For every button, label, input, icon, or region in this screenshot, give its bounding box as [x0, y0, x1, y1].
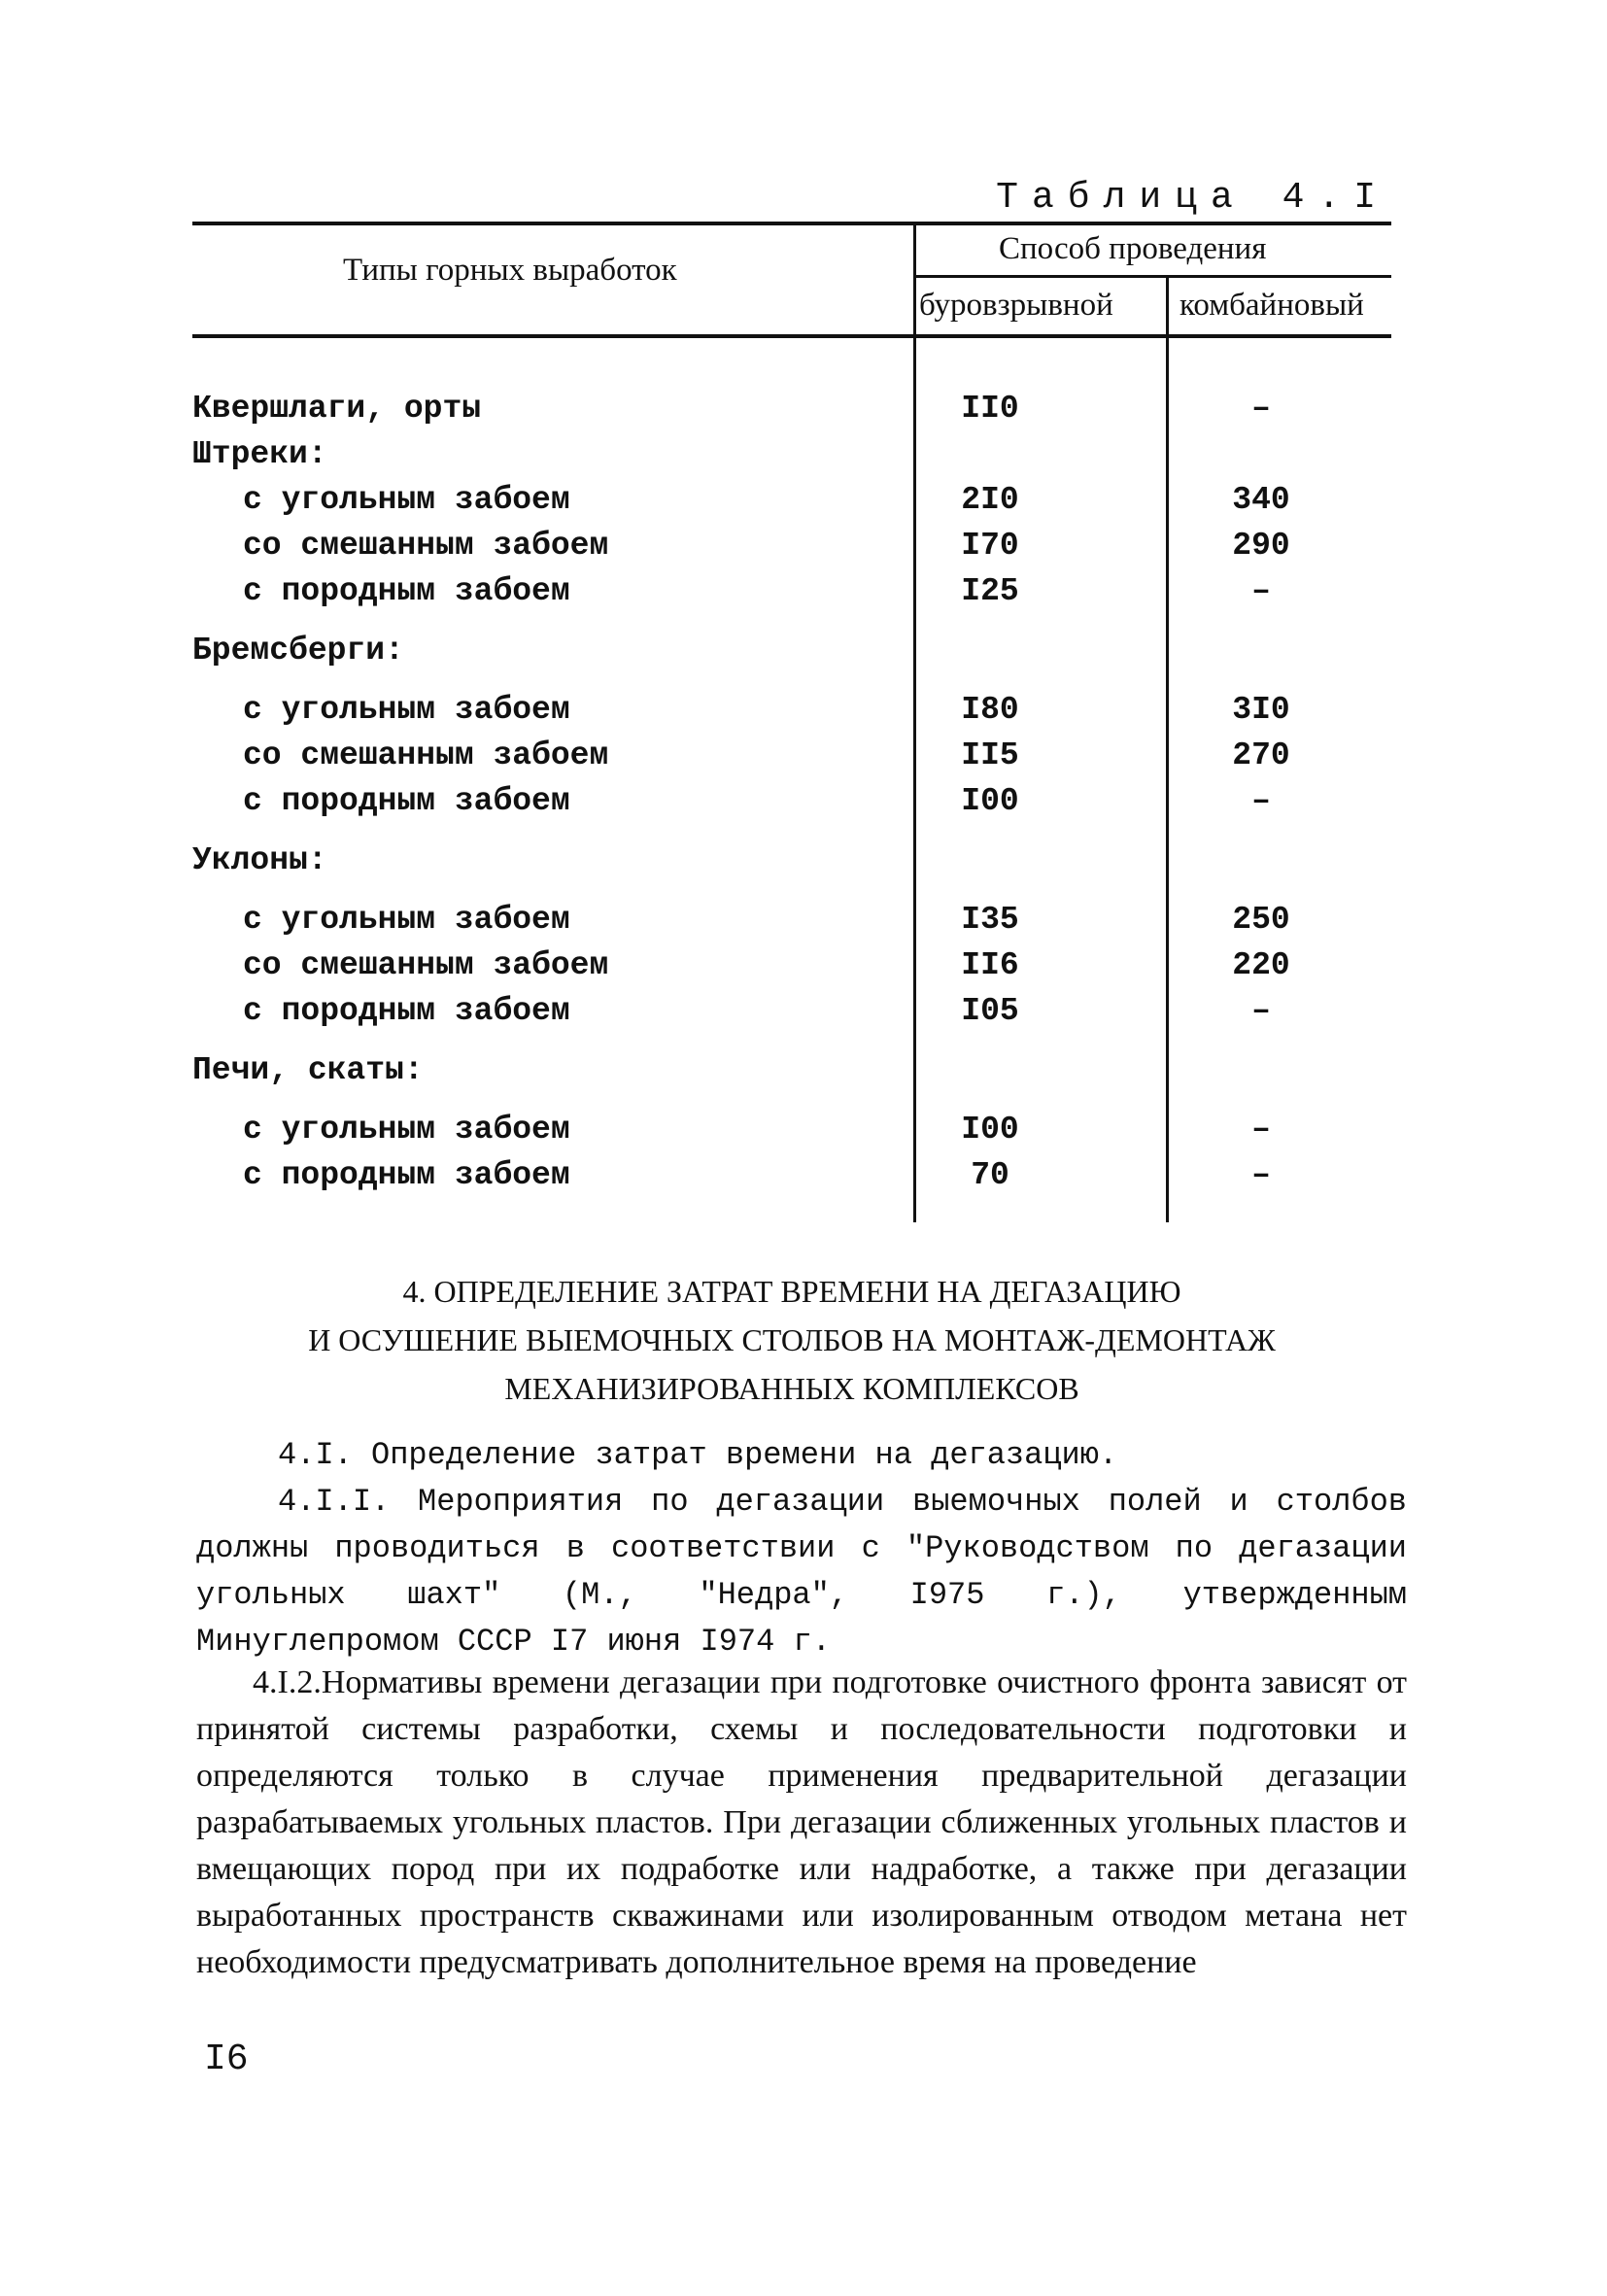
header-bottom-rule: [192, 334, 1391, 338]
norms-table: [192, 222, 1391, 1222]
row-drill: 70: [971, 1157, 1009, 1193]
row-name: с породным забоем: [243, 1157, 570, 1193]
row-combine: 270: [1232, 737, 1290, 773]
row-combine: –: [1251, 783, 1271, 819]
table-row: [192, 896, 1391, 942]
row-name: с угольным забоем: [243, 692, 570, 728]
row-drill: I25: [961, 573, 1019, 609]
row-name: с угольным забоем: [243, 902, 570, 938]
page-number: I6: [204, 2039, 249, 2080]
row-drill: I80: [961, 692, 1019, 728]
table-body: [192, 385, 1391, 1197]
paragraph-4-1: 4.I. Определение затрат времени на дегазацию.: [278, 1437, 1118, 1473]
row-name: Штреки:: [192, 436, 327, 472]
row-name: Бремсберги:: [192, 633, 404, 668]
header-combine: комбайновый: [1180, 288, 1364, 323]
section-heading-line-1: 4. ОПРЕДЕЛЕНИЕ ЗАТРАТ ВРЕМЕНИ НА ДЕГАЗАЦИЮ: [402, 1274, 1181, 1309]
table-row: [192, 1046, 1391, 1092]
table-row: [192, 385, 1391, 430]
table-row: [192, 430, 1391, 476]
header-type: Типы горных выработок: [343, 253, 677, 288]
paragraph-4-1-1: 4.I.I. Мероприятия по дегазации выемочных полей и столбов должны проводиться в соответствии с "Руководством по дегазации угольных шахт" (М., "Недра", I975 г.), утвержденным Минуглепромом СССР I7 июня I974 г.: [196, 1484, 1407, 1660]
table-row: [192, 732, 1391, 777]
row-drill: I05: [961, 993, 1019, 1029]
table-row: [192, 522, 1391, 567]
table-row: [192, 1151, 1391, 1197]
table-caption: Таблица 4.I: [996, 177, 1389, 219]
paragraph-4-1-2: 4.I.2.Нормативы времени дегазации при подготовке очистного фронта зависят от принятой системы разработки, схемы и последовательности подготовки и определяются только в случае применения предварительной дегазации разрабатываемых угольных пластов. При дегазации сближенных угольных пластов и вмещающих пород при их подработке или надработке, а также при дегазации выработанных пространств скважинами или изолированным отводом метана нет необходимости предусматривать дополнительное время на проведение: [196, 1664, 1407, 1980]
row-combine: 3I0: [1232, 692, 1290, 728]
row-combine: –: [1251, 1157, 1271, 1193]
row-drill: I35: [961, 902, 1019, 938]
row-name: Уклоны:: [192, 842, 327, 878]
table-row: [192, 686, 1391, 732]
row-name: с породным забоем: [243, 783, 570, 819]
row-combine: 250: [1232, 902, 1290, 938]
row-name: с породным забоем: [243, 993, 570, 1029]
row-combine: –: [1251, 391, 1271, 427]
method-subheader-rule: [913, 275, 1391, 278]
row-combine: 220: [1232, 947, 1290, 983]
header-method: Способ проведения: [999, 231, 1267, 266]
table-row: [192, 777, 1391, 823]
table-top-rule: [192, 222, 1391, 225]
table-row: [192, 627, 1391, 672]
row-name: со смешанным забоем: [243, 947, 609, 983]
row-combine: 290: [1232, 528, 1290, 564]
row-drill: II6: [961, 947, 1019, 983]
table-row: [192, 942, 1391, 987]
table-row: [192, 987, 1391, 1033]
table-row: [192, 567, 1391, 613]
row-drill: 2I0: [961, 482, 1019, 518]
row-name: Печи, скаты:: [192, 1052, 424, 1088]
row-name: со смешанным забоем: [243, 528, 609, 564]
row-name: со смешанным забоем: [243, 737, 609, 773]
header-drill: буровзрывной: [919, 288, 1113, 323]
row-combine: 340: [1232, 482, 1290, 518]
row-drill: II5: [961, 737, 1019, 773]
row-name: с породным забоем: [243, 573, 570, 609]
row-drill: II0: [961, 391, 1019, 427]
row-name: с угольным забоем: [243, 1112, 570, 1148]
section-heading-line-3: МЕХАНИЗИРОВАННЫХ КОМПЛЕКСОВ: [504, 1371, 1079, 1406]
table-row: [192, 1106, 1391, 1151]
row-name: с угольным забоем: [243, 482, 570, 518]
row-name: Квершлаги, орты: [192, 391, 482, 427]
table-row: [192, 476, 1391, 522]
row-drill: I00: [961, 783, 1019, 819]
row-combine: –: [1251, 1112, 1271, 1148]
table-row: [192, 837, 1391, 882]
row-combine: –: [1251, 573, 1271, 609]
row-drill: I00: [961, 1112, 1019, 1148]
row-combine: –: [1251, 993, 1271, 1029]
section-heading: [192, 1267, 1391, 1413]
row-drill: I70: [961, 528, 1019, 564]
section-heading-line-2: И ОСУШЕНИЕ ВЫЕМОЧНЫХ СТОЛБОВ НА МОНТАЖ-ДЕМОНТАЖ: [308, 1322, 1276, 1357]
